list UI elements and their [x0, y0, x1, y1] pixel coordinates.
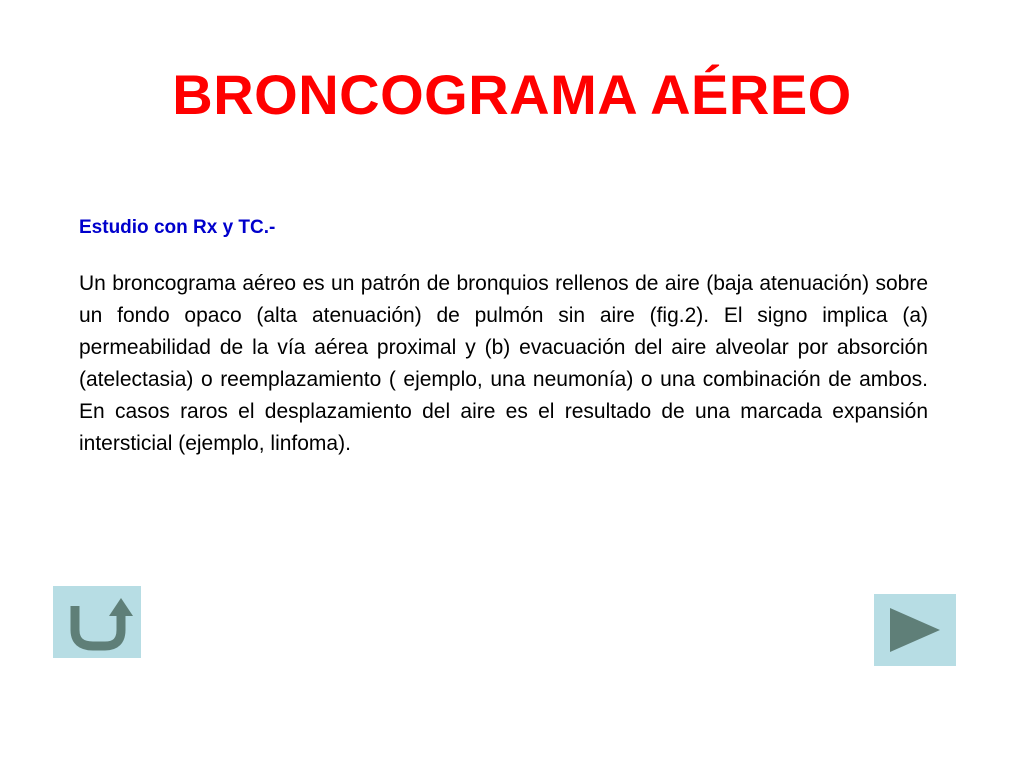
return-arrow-icon: [53, 586, 141, 658]
slide-subtitle: Estudio con Rx y TC.-: [79, 217, 276, 238]
next-button[interactable]: [874, 594, 956, 666]
return-button[interactable]: [53, 586, 141, 658]
slide-body-text: Un broncograma aéreo es un patrón de bronquios rellenos de aire (baja atenuación) sobre un fondo opaco (alta atenuación) de pulmón sin aire (fig.2). El signo implica (a) permeabilidad de la vía aérea proximal y (b) evacuación del aire alveolar por absorción (atelectasia) o reemplazamiento ( ejemplo, una neumonía) o una combinación de ambos. En casos raros el desplazamiento del aire es el resultado de una marcada expansión intersticial (ejemplo, linfoma).: [79, 272, 928, 455]
play-right-icon: [874, 594, 956, 666]
slide-title: BRONCOGRAMA AÉREO: [172, 63, 852, 126]
